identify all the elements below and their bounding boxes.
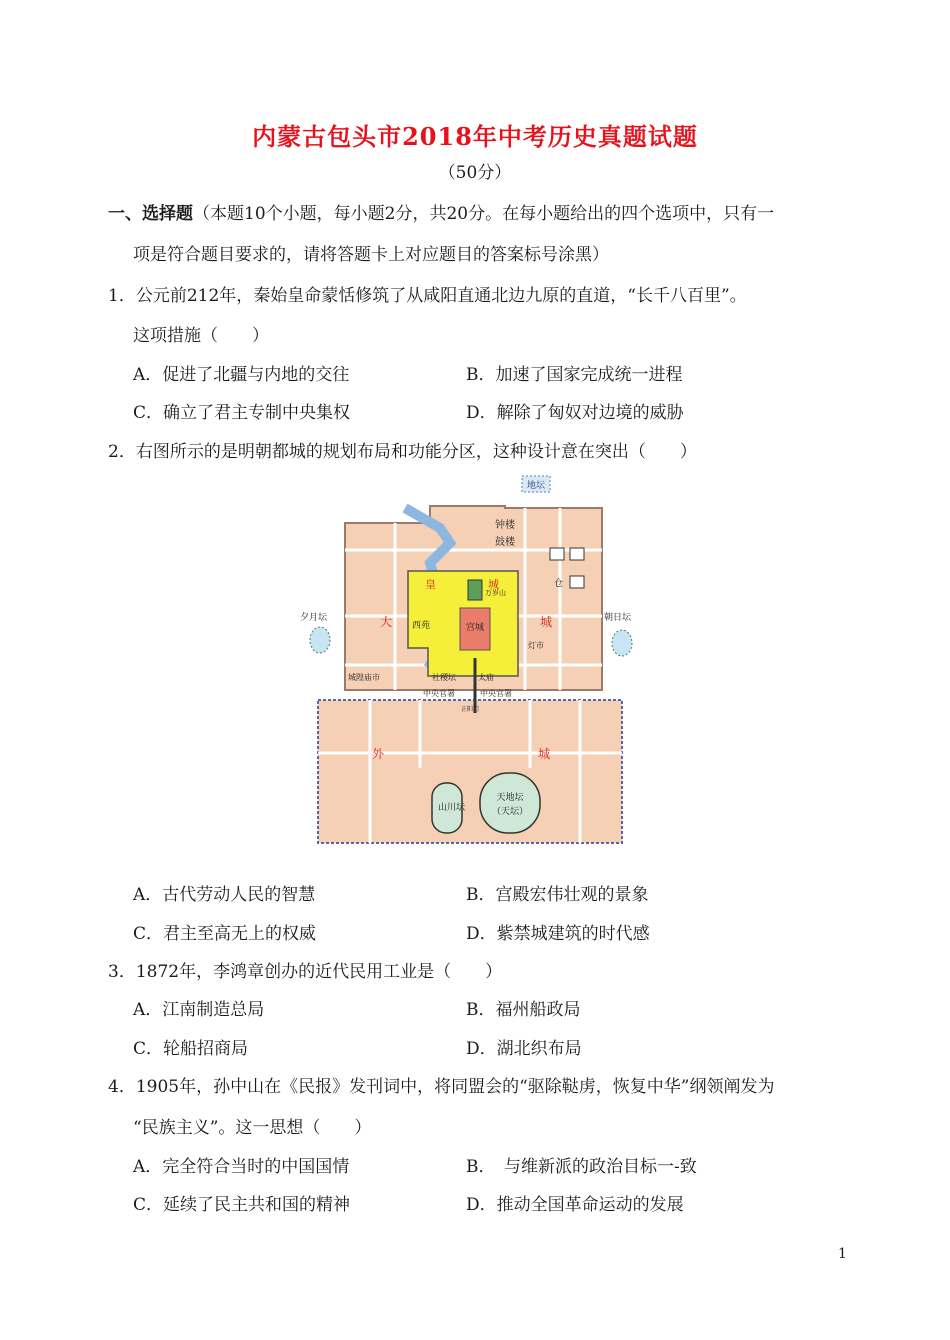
map-label-xiyuan: 西苑 bbox=[412, 621, 431, 631]
question-1-option-c: C．确立了君主专制中央集权 bbox=[133, 403, 351, 423]
map-label-city: 城 bbox=[540, 615, 553, 629]
map-label-cheng: 城 bbox=[488, 578, 499, 591]
map-label-da: 大 bbox=[380, 615, 393, 629]
question-4-option-c: C．延续了民主共和国的精神 bbox=[133, 1195, 351, 1215]
map-label-gulou: 鼓楼 bbox=[495, 537, 515, 548]
section-instruction bbox=[108, 199, 774, 224]
question-2-stem: 2．右图所示的是明朝都城的规划布局和功能分区，这种设计意在突出（ ） bbox=[108, 442, 697, 462]
outer-city-area bbox=[318, 700, 622, 843]
question-1-stem: 1．公元前212年，秦始皇命蒙恬修筑了从咸阳直通北边九原的直道，“长千八百里”。 bbox=[108, 286, 747, 306]
map-label-dengshi: 灯市 bbox=[528, 641, 544, 650]
question-3-stem: 3．1872年，李鸿章创办的近代民用工业是（ ） bbox=[108, 962, 503, 982]
map-label-zhengyang: 正阳门 bbox=[461, 706, 480, 713]
section-instruction-cont: 项是符合题目要求的，请将答题卡上对应题目的答案标号涂黑） bbox=[133, 245, 609, 265]
map-label-gongcheng: 宫城 bbox=[465, 623, 485, 633]
question-4-option-a: A．完全符合当时的中国国情 bbox=[133, 1157, 350, 1177]
section-instruction-text: （本题10个小题，每小题2分，共20分。在每小题给出的四个选项中，只有一 bbox=[193, 204, 775, 224]
map-label-huang: 皇 bbox=[425, 578, 436, 591]
question-1-option-b: B．加速了国家完成统一进程 bbox=[466, 365, 683, 385]
question-2-option-a: A．古代劳动人民的智慧 bbox=[133, 885, 316, 905]
question-2-option-b: B．宫殿宏伟壮观的景象 bbox=[466, 885, 649, 905]
ming-capital-map bbox=[300, 468, 640, 848]
question-2-option-c: C．君主至高无上的权威 bbox=[133, 924, 317, 944]
map-label-shanchuan: 山川坛 bbox=[438, 803, 466, 813]
yueritan-marker bbox=[310, 627, 330, 653]
map-label-zhonglou: 钟楼 bbox=[495, 520, 515, 531]
page-number: 1 bbox=[838, 1246, 847, 1262]
map-label-yueritan: 夕月坛 bbox=[300, 613, 328, 623]
tiantan-altar bbox=[480, 773, 540, 833]
map-label-zhongyang-2: 中央官署 bbox=[480, 689, 512, 698]
question-3-option-c: C．轮船招商局 bbox=[133, 1039, 249, 1059]
warehouse-icon-2 bbox=[570, 548, 584, 560]
warehouse-icon-3 bbox=[570, 576, 584, 588]
map-label-chenghuang: 城隍庙市 bbox=[348, 673, 380, 682]
map-label-outer-city: 城 bbox=[538, 747, 551, 761]
question-4-option-d: D．推动全国革命运动的发展 bbox=[466, 1195, 684, 1215]
ritan-marker bbox=[612, 630, 632, 656]
map-label-sheji: 社稷坛 bbox=[432, 673, 456, 682]
map-label-wai: 外 bbox=[372, 747, 385, 761]
map-label-tiandi: 天地坛 bbox=[496, 793, 524, 803]
question-3-option-d: D．湖北织布局 bbox=[466, 1039, 582, 1059]
warehouse-icon bbox=[550, 548, 564, 560]
question-2-option-d: D．紫禁城建筑的时代感 bbox=[466, 924, 650, 944]
map-label-zhongyang-1: 中央官署 bbox=[423, 689, 455, 698]
question-3-option-b: B．福州船政局 bbox=[466, 1000, 581, 1020]
total-score: （50分） bbox=[438, 163, 512, 183]
map-label-cang: 仓 bbox=[554, 579, 564, 589]
question-1-stem-cont: 这项措施（ ） bbox=[133, 326, 269, 346]
map-label-ritan: 朝日坛 bbox=[604, 613, 632, 623]
map-label-taimiao: 太庙 bbox=[478, 673, 494, 682]
question-4-stem-cont: “民族主义”。这一思想（ ） bbox=[133, 1118, 372, 1138]
exam-title: 内蒙古包头市2018年中考历史真题试题 bbox=[252, 122, 698, 151]
map-label-ditan: 地坛 bbox=[526, 481, 546, 491]
question-1-option-a: A．促进了北疆与内地的交往 bbox=[133, 365, 350, 385]
question-1-option-d: D．解除了匈奴对边境的威胁 bbox=[466, 403, 684, 423]
map-label-wansui: 万岁山 bbox=[485, 589, 506, 597]
map-label-tiantan: （天坛） bbox=[491, 807, 529, 817]
wansui-hill bbox=[468, 580, 482, 600]
section-heading: 一、选择题 bbox=[108, 204, 193, 224]
question-4-stem: 4．1905年，孙中山在《民报》发刊词中，将同盟会的“驱除鞑虏，恢复中华”纲领阐发为 bbox=[108, 1077, 775, 1097]
question-4-option-b: B． 与维新派的政治目标一-致 bbox=[466, 1157, 697, 1177]
question-3-option-a: A．江南制造总局 bbox=[133, 1000, 265, 1020]
